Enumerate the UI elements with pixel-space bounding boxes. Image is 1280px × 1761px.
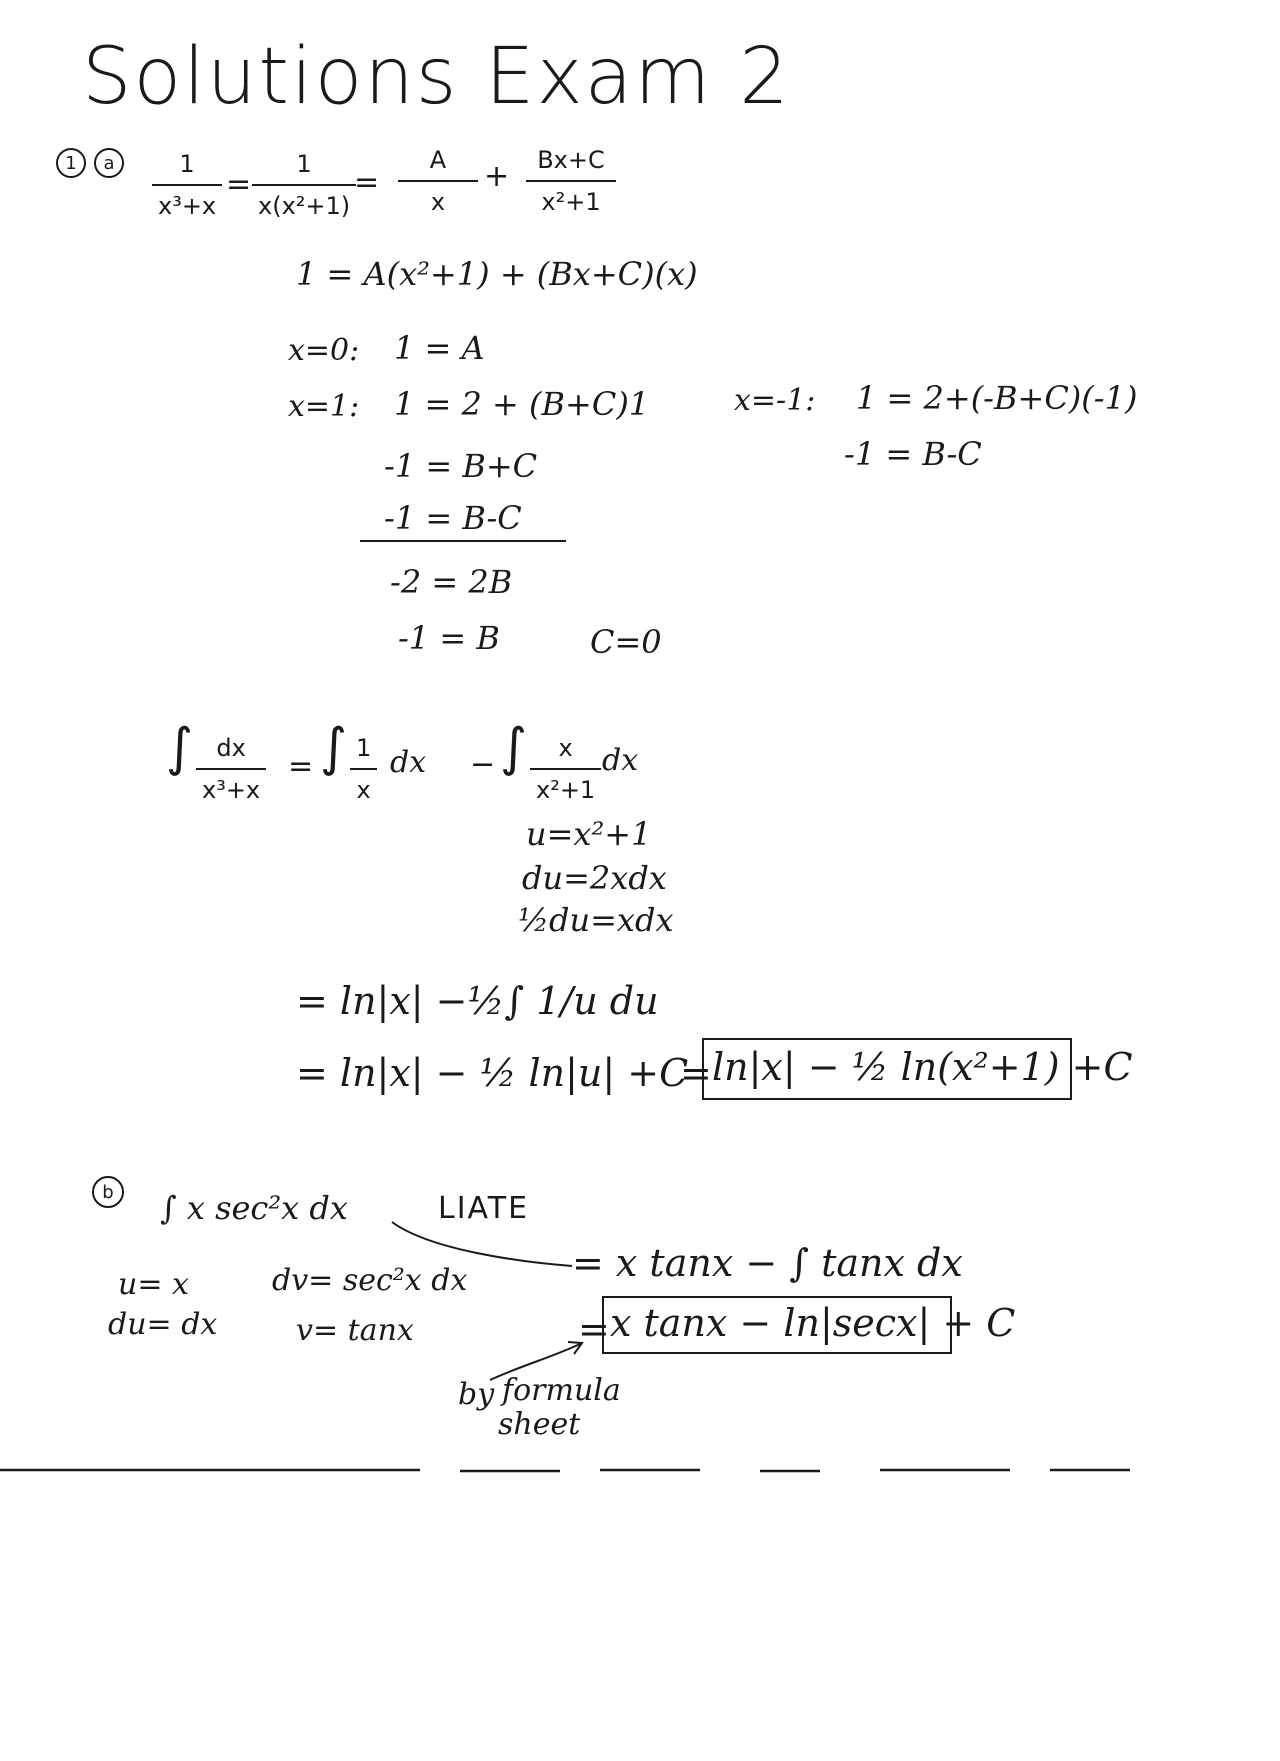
b-value: -1 = B bbox=[398, 619, 500, 657]
fraction-1-numerator: 1 bbox=[179, 150, 195, 178]
page-title: Solutions Exam 2 bbox=[82, 32, 791, 122]
integral-term2-dx: dx bbox=[602, 743, 639, 778]
parts-v: v= tanx bbox=[296, 1313, 414, 1348]
integral-term2-denominator: x²+1 bbox=[536, 776, 596, 804]
equals-sign: = bbox=[288, 749, 314, 784]
case-x1-equation: 1 = 2 + (B+C)1 bbox=[394, 385, 650, 423]
problem-number-badge: 1 bbox=[56, 148, 86, 178]
integral-term2-numerator: x bbox=[558, 734, 573, 762]
fraction-2-numerator: 1 bbox=[296, 150, 312, 178]
answer-b: x tanx − ln|secx| + C bbox=[610, 1301, 1016, 1345]
fraction-4-denominator: x²+1 bbox=[541, 188, 601, 216]
parts-du: du= dx bbox=[108, 1307, 218, 1342]
case-xm1-simplified: -1 = B-C bbox=[844, 435, 982, 473]
minus-sign: − bbox=[470, 747, 496, 782]
equals-sign: = bbox=[578, 1307, 610, 1351]
evaluation-line-2: = ln|x| − ½ ln|u| +C bbox=[296, 1051, 689, 1095]
answer-a: ln|x| − ½ ln(x²+1) +C bbox=[712, 1045, 1133, 1089]
part-a-badge: a bbox=[94, 148, 124, 178]
integral-b: ∫ x sec²x dx bbox=[160, 1189, 348, 1227]
system-equation-1: -1 = B+C bbox=[384, 447, 538, 485]
part-b-badge: b bbox=[92, 1176, 124, 1208]
equals-sign: = bbox=[354, 165, 380, 200]
fraction-4-numerator: Bx+C bbox=[537, 146, 605, 174]
liate-connector-curve bbox=[392, 1222, 572, 1266]
equals-sign: = bbox=[226, 167, 252, 202]
integral-term1-numerator: 1 bbox=[356, 734, 372, 762]
note-formula: formula bbox=[502, 1373, 621, 1408]
substitution-half-du: ½du=xdx bbox=[518, 901, 674, 939]
parts-dv: dv= sec²x dx bbox=[272, 1263, 468, 1298]
note-sheet: sheet bbox=[498, 1407, 581, 1442]
case-x0-equation: 1 = A bbox=[394, 329, 485, 367]
integral-sign: ∫ bbox=[320, 718, 348, 778]
integral-term1-denominator: x bbox=[356, 776, 371, 804]
fraction-1-denominator: x³+x bbox=[158, 192, 217, 220]
fraction-3-numerator: A bbox=[429, 146, 447, 174]
integral-term1-dx: dx bbox=[390, 745, 427, 780]
case-x1-label: x=1: bbox=[288, 389, 360, 424]
note-by: by bbox=[458, 1377, 495, 1412]
integral-sign: ∫ bbox=[500, 718, 528, 778]
equals-sign: = bbox=[680, 1051, 712, 1095]
case-x0-label: x=0: bbox=[288, 333, 360, 368]
page-bottom-rule bbox=[0, 1470, 1130, 1471]
case-xm1-label: x=-1: bbox=[734, 383, 816, 418]
parts-step-1: = x tanx − ∫ tanx dx bbox=[572, 1241, 963, 1285]
liate-mnemonic: LIATE bbox=[438, 1191, 530, 1226]
integral-lhs-denominator: x³+x bbox=[202, 776, 261, 804]
system-equation-2: -1 = B-C bbox=[384, 499, 522, 537]
fraction-3-denominator: x bbox=[430, 188, 446, 216]
substitution-u: u=x²+1 bbox=[526, 815, 652, 853]
c-value: C=0 bbox=[590, 623, 662, 661]
system-sum: -2 = 2B bbox=[390, 563, 513, 601]
fraction-2-denominator: x(x²+1) bbox=[258, 192, 351, 220]
integral-sign: ∫ bbox=[166, 718, 194, 778]
evaluation-line-1: = ln|x| −½∫ 1/u du bbox=[296, 979, 659, 1023]
plus-sign: + bbox=[484, 159, 510, 194]
case-xm1-equation: 1 = 2+(-B+C)(-1) bbox=[856, 379, 1138, 417]
formula-sheet-arrow bbox=[490, 1344, 580, 1380]
substitution-du: du=2xdx bbox=[522, 859, 667, 897]
partial-fraction-identity: 1 = A(x²+1) + (Bx+C)(x) bbox=[296, 255, 698, 293]
integral-lhs-numerator: dx bbox=[216, 734, 246, 762]
parts-u: u= x bbox=[118, 1267, 189, 1302]
